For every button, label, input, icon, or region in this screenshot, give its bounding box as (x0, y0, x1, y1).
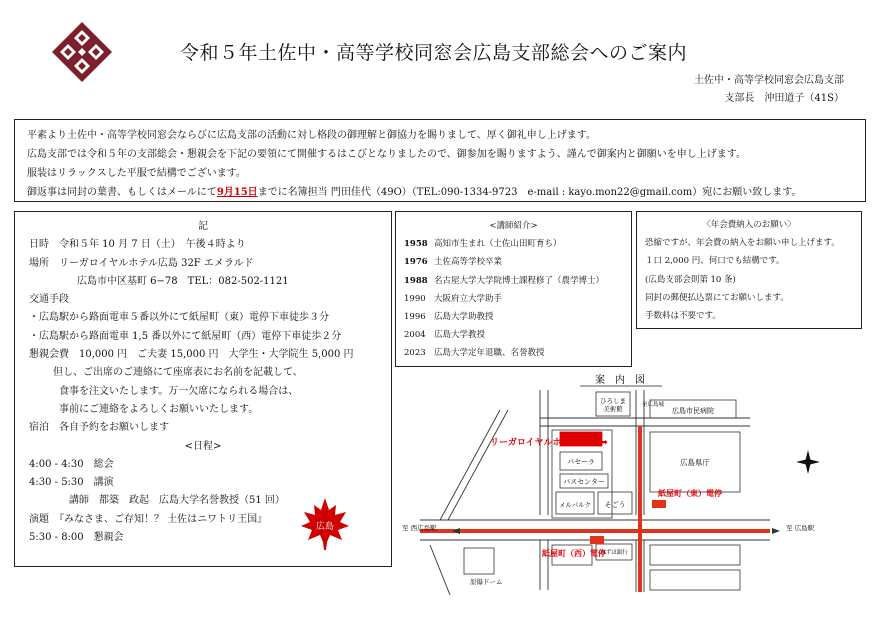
schedule-item-2: 4:30 - 5:30 講演 (29, 477, 114, 489)
timeline-event: 広島大学定年退職、名誉教授 (434, 348, 545, 359)
map-prefectural-office: 広島県庁 (680, 458, 710, 467)
schedule-heading: <日程> (184, 440, 222, 452)
annual-fee-box (636, 211, 862, 329)
map-to-hiroshima-station: 至 広島駅 (786, 524, 815, 532)
fee-line-2: １口 2,000 円、何口でも結構です。 (645, 256, 785, 267)
intro-reply-contact: までに名簿担当 門田佳代（49O）（TEL:090-1334-9723 e-mail : kayo.mon22@gmail.com）宛にお願い致します。 (257, 187, 802, 198)
timeline-event: 高知市生まれ（土佐山田町育ち） (434, 239, 562, 250)
map-castle: 至広島城 (642, 402, 665, 408)
timeline-year: 1990 (404, 293, 426, 304)
map-kamiyacho-east: 紙屋町（東）電停 (658, 489, 722, 498)
organizer-name: 土佐中・高等学校同窓会広島支部 (694, 75, 844, 86)
timeline-year: 2023 (404, 348, 426, 359)
map-title: 案 内 図 (595, 375, 645, 386)
map-kamiyacho-west: 紙屋町（西）電停 (542, 549, 606, 558)
transport-route-2: ・広島駅から路面電車 1,5 番以外にて紙屋町（西）電停下車徒歩２分 (29, 330, 342, 342)
maple-leaf-icon (300, 496, 350, 552)
organizer-chair: 支部長 沖田道子（41S） (724, 93, 844, 104)
timeline-event: 広島大学助教授 (434, 312, 494, 323)
event-venue: 場所 リーガロイヤルホテル広島 32F エメラルド (29, 257, 254, 269)
timeline-event: 広島大学教授 (434, 330, 486, 341)
speaker-heading: <講師紹介> (489, 221, 538, 231)
intro-line-4 (27, 183, 853, 202)
intro-line-3: 服装はリラックスした平服で結構でございます。 (27, 168, 246, 179)
map-hospital: 広島市民病院 (672, 407, 714, 415)
intro-reply-text: 御返事は同封の葉書、もしくはメールにて (27, 187, 217, 198)
timeline-year: 1958 (404, 239, 428, 250)
speaker-timeline-row (404, 253, 623, 271)
lecture-topic: 演題 『みなさま、ご存知！？ 土佐はニワトリ王国』 (29, 513, 268, 525)
north-compass-icon (796, 450, 820, 474)
party-fee: 懇親会費 10,000 円 ご夫妻 15,000 円 大学生・大学院生 5,000 円 (29, 349, 354, 361)
schedule-item-3: 5:30 - 8:00 懇親会 (29, 532, 124, 544)
access-map (400, 370, 862, 602)
transport-heading: 交通手段 (29, 294, 69, 306)
fee-heading: 〈年会費納入のお願い〉 (702, 220, 796, 230)
arrow-west-icon (452, 528, 460, 534)
organizer (694, 72, 844, 108)
map-merparque: メルパルク (559, 501, 591, 509)
map-atomic-dome: 原爆ドーム (470, 578, 503, 586)
event-datetime: 日時 令和５年 10 月 7 日（土） 午後４時より (29, 239, 246, 251)
details-heading: 記 (198, 221, 208, 232)
fee-note-3: 事前にご連絡をよろしくお願いいたします。 (59, 403, 259, 415)
schedule-item-1: 4:00 - 4:30 総会 (29, 458, 114, 470)
lecturer: 講師 都築 政起 広島大学名誉教授（51 回） (69, 495, 285, 507)
map-to-nishi-hiroshima: 至 西広島駅 (402, 524, 437, 532)
map-hotel: リーガロイヤルホテル広島 ➡ (490, 438, 608, 448)
timeline-event: 名古屋大学大学院博士課程修了（農学博士） (434, 275, 605, 286)
speaker-timeline-row (404, 344, 623, 362)
event-address: 広島市中区基町 6−78 TEL：082-502-1121 (77, 275, 289, 287)
fee-line-4: 同封の郵便払込票にてお願いします。 (645, 292, 789, 303)
arrow-east-icon (772, 528, 780, 534)
transport-route-1: ・広島駅から路面電車５番以外にて紙屋町（東）電停下車徒歩３分 (29, 312, 329, 324)
timeline-year: 1996 (404, 312, 426, 323)
fee-line-5: 手数料は不要です。 (645, 311, 721, 322)
lodging: 宿泊 各自予約をお願いします (29, 422, 169, 434)
timeline-event: 大阪府立大学助手 (434, 293, 503, 304)
speaker-timeline-row (404, 326, 623, 344)
timeline-event: 土佐高等学校卒業 (434, 257, 503, 268)
map-bus-center: バスセンター (563, 478, 605, 486)
speaker-timeline-row (404, 308, 623, 326)
map-museum: ひろしま美術館 (600, 397, 626, 413)
leaf-label: 広島 (315, 522, 335, 532)
map-mizuho-bank: みずほ銀行 (600, 550, 628, 556)
school-crest-logo (52, 22, 112, 82)
intro-line-2: 広島支部では令和５年の支部総会・懇親会を下記の要領にて開催するはこびとなりましたので、御参加を賜りますよう、謹んで御案内と御願いを申し上げます。 (27, 149, 746, 160)
fee-note-1: 但し、ご出席のご連絡にて座席表にお名前を記載して、 (53, 367, 303, 379)
map-sogo: そごう (604, 501, 626, 509)
speaker-profile-box (395, 211, 632, 367)
intro-line-1: 平素より土佐中・高等学校同窓会ならびに広島支部の活動に対し格段の御理解と御協力を賜りまして、厚く御礼申し上げます。 (27, 130, 596, 141)
fee-line-3: (広島支部会則第 10 条) (645, 274, 736, 285)
speaker-timeline-row (404, 290, 623, 308)
page-title: 令和５年土佐中・高等学校同窓会広島支部総会へのご案内 (180, 42, 688, 64)
reply-deadline: 9月15日 (216, 187, 258, 198)
map-pasela: パセーラ (567, 458, 595, 466)
timeline-year: 2004 (404, 330, 426, 341)
timeline-year: 1976 (404, 257, 428, 268)
fee-line-1: 恐縮ですが、年会費の納入をお願い申し上げます。 (645, 238, 840, 249)
fee-note-2: 食事を注文いたします。万一欠席になられる場合は、 (59, 385, 299, 397)
intro-box (14, 119, 866, 202)
speaker-timeline-row (404, 235, 623, 253)
speaker-timeline-row (404, 272, 623, 290)
timeline-year: 1988 (404, 275, 428, 286)
